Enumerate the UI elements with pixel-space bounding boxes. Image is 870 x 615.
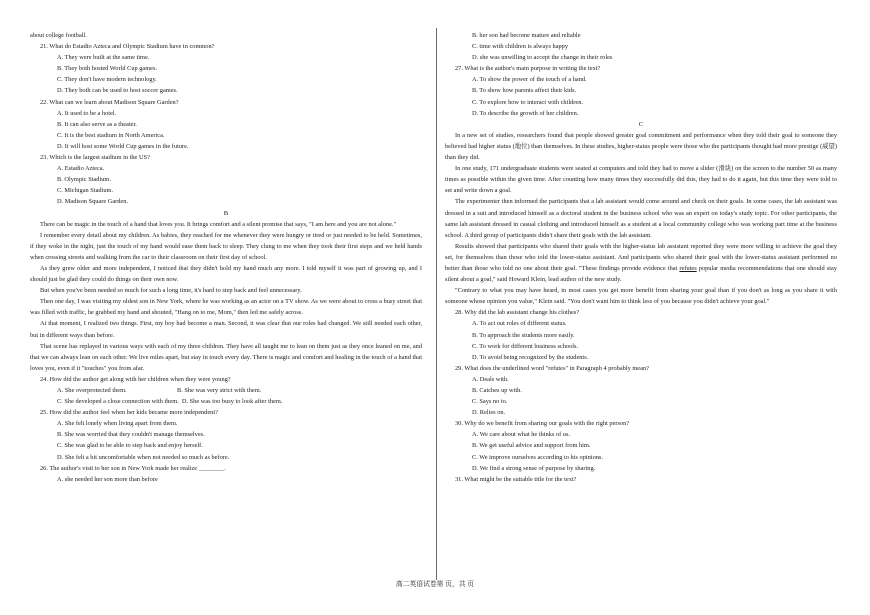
question-24-option-c: C. She developed a close connection with them. [57, 398, 179, 406]
passage-b-paragraph: At that moment, I realized two things. First, my boy had become a man. Second, it was clear that our roles had changed. We still needed each other, but in different ways than before. [30, 320, 422, 339]
question-25-option-d: D. She felt a bit uncomfortable when not needed so much as before. [57, 453, 230, 461]
question-30-option-d: D. We find a strong sense of purpose by sharing. [472, 464, 596, 472]
question-22: 22. What can we learn about Madison Square Garden? [40, 98, 179, 106]
question-28-option-c: C. To work for different business schools. [472, 342, 579, 350]
passage-c-paragraph: In one study, 171 undergraduate students were seated at computers and told they had to move a slider (滑块) on the screen to the number 50 as many times as possible within the given time. After counting how many times they successfully did this, they had to do it again, but this time they were told to set and write down a goal. [445, 165, 837, 195]
question-24-option-b: B. She was very strict with them. [177, 387, 262, 394]
question-21-option-b: B. They both hosted World Cup games. [57, 65, 158, 73]
question-27-option-c: C. To explore how to interact with children. [472, 98, 583, 106]
passage-b-paragraph: Then one day, I was visiting my oldest son in New York, where he was working as an actor on a TV show. As we were about to cross a busy street that was filled with traffic, he grabbed my hand and shouted, "Hang on to me, Mom," then led me safely across. [30, 298, 422, 317]
question-29-option-d: D. Relies on. [472, 409, 506, 417]
question-23-option-d: D. Madison Square Garden. [57, 198, 128, 206]
question-28: 28. Why did the lab assistant change his clothes? [455, 309, 580, 317]
question-30-option-c: C. We improve ourselves according to his opinions. [472, 453, 603, 461]
question-24-option-a: A. She overprotected them. [57, 387, 127, 394]
question-26: 26. The author's visit to her son in New York made her realize ________. [40, 464, 226, 472]
question-21-option-c: C. They don't have modern technology. [57, 76, 157, 84]
question-29-option-c: C. Says no to. [472, 398, 508, 406]
passage-b-paragraph: There can be magic in the touch of a hand that loves you. It brings comfort and a silent promise that says, "I am here and you are not alone." [40, 220, 397, 228]
question-24-options-row [30, 385, 422, 396]
passage-b-paragraph: I remember every detail about my children. As babies, they reached for me whenever they were hungry or tired or just needed to be held. Sometimes, if they woke in the night, just the touch of my hand would ease them back to sleep. They clung to me when they took their first steps and we held hands when crossing streets and walking from the car to their classroom on their first day of school. [30, 231, 422, 261]
question-29-option-a: A. Deals with. [472, 375, 509, 383]
question-26-option-c: C. time with children is always happy [472, 43, 569, 51]
question-27-option-a: A. To show the power of the touch of a hand. [472, 76, 587, 84]
question-24-option-d: D. She was too busy to look after them. [181, 398, 283, 406]
question-23: 23. Which is the largest stadium in the US? [40, 154, 150, 162]
question-27-option-b: B. To show how parents affect their kids. [472, 87, 577, 95]
question-26-option-a: A. she needed her son more than before [57, 475, 158, 483]
passage-c-paragraph: Results showed that participants who shared their goals with the higher-status lab assistant reported they were more willing to achieve the goal they set, for themselves than those who told the lower-status assistant. And participants who shared their goal with the lower-status assistant performed no better than those who told no one about their goal. "These findings provide evidence that refutes popular media recommendations that one should stay silent about a goal," said Howard Klein, lead author of the new study. [445, 242, 837, 284]
passage-b-paragraph: That scene has replayed in various ways with each of my three children. They have all taught me to lean on them just as they once leaned on me, and that we can always lean on each other. We live miles apart, but stay in touch every day. There is magic and comfort and healing in the touch of a hand that loves you, even if it "touches" you from afar. [30, 342, 422, 372]
section-b-heading: B [223, 209, 229, 217]
question-22-option-b: B. It can also serve as a theater. [57, 120, 137, 128]
passage-c-paragraph: "Contrary to what you may have heard, in most cases you get more benefit from sharing your goal than if you don't as long as you share it with someone whose opinion you value," Klein said. "You don't want him to think less of you because you didn't achieve your goal." [445, 287, 837, 306]
passage-b-paragraph: But when you've been needed so much for such a long time, it's hard to step back and feel unnecessary. [40, 287, 302, 295]
intro-line: about college football. [30, 32, 87, 39]
question-26-option-b: B. her son had become mature and reliable [472, 32, 581, 39]
question-29-option-b: B. Catches up with. [472, 387, 522, 394]
question-27-option-d: D. To describe the growth of her children. [472, 109, 579, 117]
question-22-option-d: D. It will host some World Cup games in the future. [57, 142, 189, 150]
question-26-option-d: D. she was unwilling to accept the change in their roles [472, 54, 613, 62]
question-24: 24. How did the author get along with her children when they were young? [40, 375, 231, 383]
passage-c-paragraph: In a new set of studies, researchers found that people showed greater goal commitment and performance when they told their goal to someone they believed had higher status (地位) than themselves. In these studies, higher-status people were those who the participants thought had more prestige (威望) than they did. [445, 131, 837, 162]
section-c-heading: C [638, 120, 644, 128]
question-21-option-a: A. They were built at the same time. [57, 54, 150, 62]
question-23-option-b: B. Olympic Stadium. [57, 176, 111, 184]
question-28-option-b: B. To approach the students more easily. [472, 331, 575, 339]
question-28-option-a: A. To act out roles of different status. [472, 320, 567, 328]
question-30-option-a: A. We care about what he thinks of us. [472, 431, 571, 439]
question-25-option-a: A. She felt lonely when living apart from them. [57, 420, 178, 428]
underlined-word-refutes: refutes [679, 264, 697, 272]
passage-c-paragraph: The experimenter then informed the participants that a lab assistant would come around and check on their goals. In some cases, the lab assistant was dressed in a suit and introduced himself as a doctoral student in the business school who was an expert on today's study topic. For other participants, the same lab assistant dressed in casual clothing and introduced himself as a student at a local community college who was working part time at the business school. A third group of participants didn't share their goals with the lab assistant. [445, 198, 837, 239]
question-28-option-d: D. To avoid being recognized by the students. [472, 353, 589, 361]
right-column [445, 30, 837, 485]
page-footer: 高二英语试卷第 页，共 页 [395, 581, 475, 588]
question-31: 31. What might be the suitable title for the text? [455, 475, 577, 483]
question-23-option-c: C. Michigan Stadium. [57, 187, 114, 195]
question-24-options-cd [30, 396, 422, 407]
left-column [30, 30, 422, 485]
question-21: 21. What do Estadio Azteca and Olympic Stadium have in common? [40, 43, 215, 51]
question-22-option-a: A. It used to be a hotel. [57, 109, 117, 117]
question-30-option-b: B. We get useful advice and support from him. [472, 442, 591, 450]
question-25: 25. How did the author feel when her kids became more independent? [40, 409, 218, 417]
question-27: 27. What is the author's main purpose in writing the text? [455, 65, 601, 73]
question-25-option-c: C. She was glad to be able to step back and enjoy herself. [57, 442, 203, 450]
question-29: 29. What does the underlined word "refutes" in Paragraph 4 probably mean? [455, 364, 649, 372]
passage-b-paragraph: As they grew older and more independent, I noticed that they didn't hold my hand much any more. I told myself it was part of growing up, and I should just be glad they could do things on their own now. [30, 264, 422, 284]
column-divider [436, 28, 437, 580]
question-30: 30. Why do we benefit from sharing our goals with the right person? [455, 420, 630, 428]
question-21-option-d: D. They both can be used to host soccer games. [57, 87, 178, 95]
question-22-option-c: C. It is the best stadium in North America. [57, 131, 165, 139]
question-23-option-a: A. Estadio Azteca. [57, 165, 105, 173]
question-25-option-b: B. She was worried that they couldn't manage themselves. [57, 431, 205, 439]
